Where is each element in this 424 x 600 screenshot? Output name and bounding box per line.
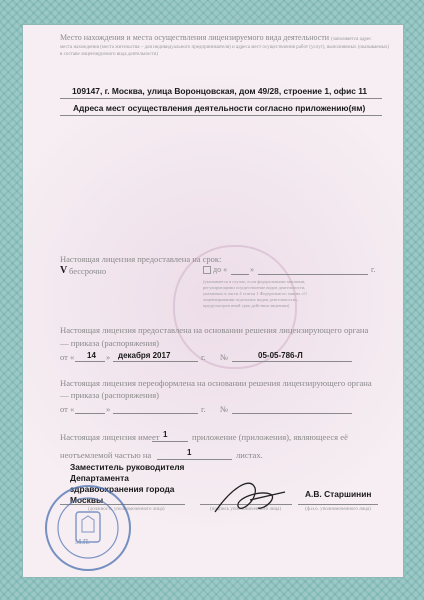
term-unlimited: бессрочно [69,266,107,276]
name-line [298,504,378,505]
number-label: № [220,352,229,362]
day-line [75,361,105,362]
addresses-reference: Адреса мест осуществления деятельности согласно приложению(ям) [73,103,366,113]
day-blank [231,274,249,275]
sign-caption: (подпись уполномоченного лица) [210,507,282,512]
basis-from: от « [60,352,75,362]
term-label: Настоящая лицензия предоставлена на срок: [60,254,222,264]
checkbox-empty [203,266,211,274]
checkbox-checked: V [60,265,68,276]
official-stamp [38,482,138,574]
quote-close: » [250,265,254,274]
divider [60,115,382,116]
appendix-sheets-label: листах. [236,450,263,460]
appendix-text1: Настоящая лицензия имеет [60,432,160,442]
handwritten-signature [210,470,290,520]
name-caption: (ф.и.о. уполномоченного лица) [305,507,371,512]
year-suffix: г. [371,265,376,274]
term-note: (указывается в случае, если федеральными законами, регулирующими осуществление видов деятельности, указанных в части 4 статьи 1 Федерального закона «О лицензировании отдельных видов деятельности», предусмотрен иной срок действия лицензии) [203,279,307,308]
reissue-text1: Настоящая лицензия переоформлена на основании решения лицензирующего органа [60,378,372,388]
number-line [232,413,352,414]
number-line [232,361,352,362]
header-line1: Место нахождения и места осуществления лицензируемого вида деятельности (заполняется адрес [60,33,372,42]
header-line3: в составе лицензируемого вида деятельности) [60,52,159,57]
month-line [113,361,198,362]
signer-name: А.В. Старшинин [305,489,372,499]
basis-text2: — приказа (распоряжения) [60,338,160,348]
appendix-text2: неотъемлемой частью на [60,450,152,460]
signer-position-line: здравоохранения города [70,484,175,494]
number-label: № [220,404,229,414]
term-until: до « [213,265,228,274]
header-line2: места нахождения (места жительства – для индивидуального предпринимателя) и адреса мест осуществления работ (услуг), выполняемых (оказываемых) [60,45,390,50]
appendix-text1-end: приложение (приложения), являющееся её [192,432,348,442]
basis-day: 14 [87,351,96,360]
license-address: 109147, г. Москва, улица Воронцовская, дом 49/28, строение 1, офис 11 [72,86,368,96]
position-caption: (должность уполномоченного лица) [88,507,165,512]
quote-close: » [106,352,111,362]
date-blank [258,274,368,275]
basis-text1: Настоящая лицензия предоставлена на основании решения лицензирующего органа [60,325,369,335]
signer-position-line: Москвы [70,495,104,505]
basis-number: 05-05-786-Л [258,351,303,360]
reissue-text2: — приказа (распоряжения) [60,390,160,400]
month-line [113,413,198,414]
stamp-mp: М.П. [75,538,90,546]
year-suffix: г. [201,404,206,414]
appendix-count: 1 [163,430,168,439]
signer-position-line: Заместитель руководителя [70,462,185,472]
signer-position-line: Департамента [70,473,129,483]
count-line [152,441,188,442]
divider [60,98,382,99]
reissue-from: от « [60,404,75,414]
appendix-sheets: 1 [187,448,192,457]
basis-month-year: декабря 2017 [118,351,171,360]
day-line [75,413,105,414]
sheets-line [157,459,232,460]
year-suffix: г. [201,352,206,362]
quote-close: » [106,404,111,414]
